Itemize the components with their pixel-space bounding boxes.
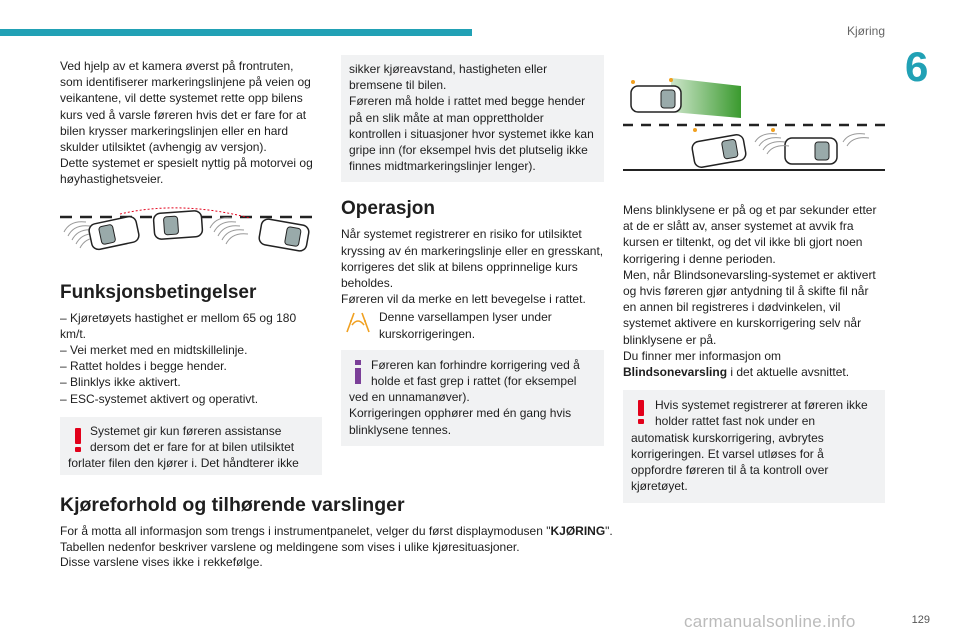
- intro-paragraph: Ved hjelp av et kamera øverst på frontruten, som identifiserer markeringslinjene på veien og veikantene, vil dette systemet rette opp bilens kurs ved å varsle føreren hvis det er fare for at bilen krysser markeringslinjen eller en hard skulder utilsiktet (avhengig av versjon). Dette systemet er spesielt nyttig på motorvei og høyhastighetsveier.: [60, 59, 313, 187]
- exclamation-icon: [637, 400, 645, 424]
- warning-rest-text: forlater filen den kjører i. Det håndterer ikke: [68, 456, 299, 471]
- lane-keeping-lamp-icon: [345, 311, 371, 333]
- display-mode-text: For å motta all informasjon som trengs i instrumentpanelet, velger du først displaymodusen ": [60, 524, 551, 538]
- warning-right-rest-text: automatisk kurskorrigering, avbrytes korrigeringen. Et varsel utløses for å oppfordre føreren til å ta kontroll over kjøretøyet.: [631, 430, 829, 494]
- order-note-text: Disse varslene vises ikke i rekkefølge.: [60, 555, 263, 570]
- section-heading-driving-conditions: Kjøreforhold og tilhørende varslinger: [60, 494, 405, 516]
- blind-spot-correction-illustration: [623, 66, 885, 176]
- lamp-note-text: Denne varsellampen lyser under kurskorrigeringen.: [379, 310, 552, 341]
- warning-lead-text: Systemet gir kun føreren assistanse dersom det er fare for at bilen utilsiktet: [90, 423, 295, 455]
- section-heading-operation: Operasjon: [341, 198, 435, 220]
- operation-paragraph: Når systemet registrerer en risiko for utilsiktet kryssing av én markeringslinje eller en gresskant, korrigeres det slik at bilens opprinnelige kurs beholdes. Føreren vil da merke en lett bevegelse i rattet.: [341, 227, 604, 307]
- list-item: – Rattet holdes i begge hender.: [60, 359, 227, 374]
- section-heading-conditions: Funksjonsbetingelser: [60, 281, 257, 303]
- column-middle: [341, 55, 604, 446]
- list-item: – Blinklys ikke aktivert.: [60, 375, 181, 390]
- conditions-list: [60, 310, 322, 407]
- display-mode-text-end: ".: [605, 524, 613, 538]
- lane-departure-illustration: [60, 202, 322, 262]
- list-item: – Kjøretøyets hastighet er mellom 65 og 180 km/t.: [60, 310, 297, 341]
- watermark: carmanualsonline.info: [684, 612, 856, 631]
- driving-conditions-text: [60, 524, 880, 571]
- page-number: 129: [911, 614, 930, 626]
- info-lead-text: Føreren kan forhindre korrigering ved å holde et fast grep i rattet (for eksempel: [371, 357, 580, 389]
- chapter-number: 6: [905, 43, 929, 90]
- warning-box-right: [623, 390, 885, 503]
- header-accent-bar: [0, 29, 472, 36]
- info-box: [341, 350, 604, 446]
- warning-box-continued: [341, 55, 604, 182]
- section-name: Kjøring: [846, 24, 885, 38]
- list-item: – ESC-systemet aktivert og operativt.: [60, 391, 259, 406]
- list-item: – Vei merket med en midtskillelinje.: [60, 343, 248, 358]
- turn-signal-text: Mens blinklysene er på og et par sekunder etter at de er slått av, anser systemet at avvik fra kursen er tiltenkt, og det vil ikke bli gjort noen korrigering i denne perioden. Men, når Blindsonevarsling-systemet er aktivert og hvis føreren gjør antydning til å skifte fil når en annen bil registreres i dødvinkelen, vil systemet aktivere en kurskorrigering selv når blinklysene er på. Du finner mer informasjon om: [623, 203, 877, 363]
- lamp-note: [341, 309, 604, 341]
- warning-right-lead-text: Hvis systemet registrerer at føreren ikke holder rattet fast nok under en: [655, 398, 868, 429]
- info-icon: [355, 360, 361, 384]
- blind-spot-term: Blindsonevarsling: [623, 365, 728, 380]
- table-description-text: Tabellen nedenfor beskriver varslene og meldingene som vises i ulike kjøresituasjoner.: [60, 539, 520, 554]
- turn-signal-text-end: i det aktuelle avsnittet.: [727, 365, 850, 380]
- info-rest-text: ved en unnamanøver). Korrigeringen opphører med én gang hvis blinklysene tennes.: [349, 390, 572, 437]
- turn-signal-paragraph: [623, 202, 885, 380]
- warning-continued-text: sikker kjøreavstand, hastigheten eller bremsene til bilen. Føreren må holde i rattet med begge hender på en slik måte at man opprettholder kontrollen i situasjoner hvor systemet ikke kan gripe inn (for eksempel hvis det plutselig ikke finnes midtmarkeringslinjer lenger).: [349, 62, 594, 174]
- column-right: [623, 58, 885, 503]
- driving-conditions-section: [60, 494, 880, 571]
- exclamation-icon: [74, 428, 82, 452]
- display-mode-name: KJØRING: [550, 524, 606, 538]
- column-left: [60, 58, 322, 475]
- warning-box: [60, 417, 322, 475]
